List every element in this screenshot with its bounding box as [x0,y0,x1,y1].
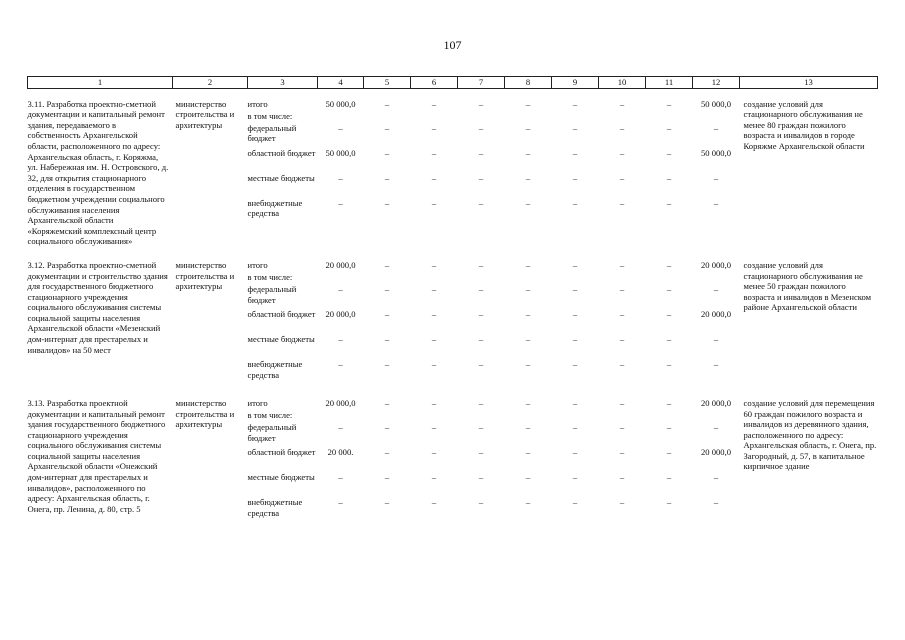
empty-value: – [666,259,672,270]
empty-value: – [384,496,390,507]
empty-value: – [572,172,578,183]
funding-values [599,260,646,384]
col-header: 13 [740,77,878,89]
empty-value: – [338,283,343,294]
empty-value: – [666,122,672,133]
amount: 50 000,0 [700,147,732,158]
empty-value: – [431,358,437,369]
empty-value: – [713,496,719,507]
funding-labels [248,398,318,522]
funding-values [505,260,552,384]
empty-value: – [666,147,672,158]
empty-value: – [619,197,625,208]
empty-value: – [572,98,578,109]
empty-value: – [338,496,343,507]
empty-value: – [384,98,390,109]
col-header: 8 [505,77,552,89]
amount: 50 000,0 [700,98,732,109]
col-header: 9 [552,77,599,89]
funding-values [646,260,693,384]
empty-value: – [431,446,437,457]
empty-value: – [572,197,578,208]
col-header: 10 [599,77,646,89]
empty-value: – [431,471,437,482]
empty-value: – [384,333,390,344]
funding-label: федеральный бюджет [247,421,297,443]
measure-name: 3.11. Разработка проектно-сметной документации и капитальный ремонт здания, передаваемого в собственность Архангельской области, расположенного по адресу: Архангельская область, г. Коряжма, ул. Набережная им. Н. Островского, д. 32, для открытия стационарного отделения в государственном бюджетном учреждении социального обслуживания населения Архангельской области «Коряжемский комплексный центр социального обслуживания» [27,98,169,247]
empty-value: – [525,259,531,270]
funding-label: итого [247,98,268,109]
empty-value: – [384,283,390,294]
funding-label: внебюджетные средства [247,496,303,518]
funding-values [411,260,458,384]
empty-value: – [666,333,672,344]
funding-label: областной бюджет [247,147,316,158]
spacer [646,410,693,422]
funding-values [505,398,552,522]
empty-value: – [525,98,531,109]
empty-value: – [478,333,484,344]
funding-values [364,99,411,247]
empty-value: – [666,471,672,482]
table-row [28,260,878,384]
empty-value: – [431,308,437,319]
col-header: 12 [693,77,740,89]
empty-value: – [666,172,672,183]
amount: 20 000,0 [700,397,732,408]
empty-value: – [384,358,390,369]
funding-values [599,398,646,522]
funding-label: областной бюджет [247,446,316,457]
funding-label: местные бюджеты [247,172,315,183]
empty-value: – [478,172,484,183]
empty-value: – [338,421,343,432]
empty-value: – [478,308,484,319]
empty-value: – [431,496,437,507]
amount: 20 000,0 [325,308,356,319]
empty-value: – [478,358,484,369]
empty-value: – [666,397,672,408]
empty-value: – [431,397,437,408]
empty-value: – [666,446,672,457]
empty-value: – [619,308,625,319]
spacer [458,111,505,123]
empty-value: – [713,283,719,294]
empty-value: – [572,421,578,432]
empty-value: – [666,98,672,109]
program-table [27,76,878,522]
spacer [505,272,552,284]
col-header: 5 [364,77,411,89]
empty-value: – [384,122,390,133]
empty-value: – [666,496,672,507]
spacer [693,272,740,284]
empty-value: – [572,283,578,294]
funding-values [458,260,505,384]
spacer [646,272,693,284]
funding-values [364,398,411,522]
empty-value: – [619,98,625,109]
spacer [364,272,411,284]
empty-value: – [478,421,484,432]
empty-value: – [619,333,625,344]
empty-value: – [572,397,578,408]
spacer [411,111,458,123]
spacer [364,410,411,422]
empty-value: – [478,397,484,408]
empty-value: – [572,358,578,369]
empty-value: – [525,421,531,432]
spacer [599,410,646,422]
funding-label: в том числе: [247,271,293,282]
empty-value: – [525,172,531,183]
spacer [458,272,505,284]
spacer [458,410,505,422]
empty-value: – [338,172,343,183]
empty-value: – [338,197,343,208]
expected-result: создание условий для стационарного обслуживания не менее 80 граждан пожилого возраста и инвалидов в городе Коряжме Архангельской области [743,98,865,151]
empty-value: – [572,446,578,457]
spacer [599,111,646,123]
empty-value: – [619,259,625,270]
funding-values [411,398,458,522]
funding-label: федеральный бюджет [247,122,297,144]
empty-value: – [572,122,578,133]
empty-value: – [384,308,390,319]
funding-label: внебюджетные средства [247,358,303,380]
empty-value: – [525,397,531,408]
funding-label: областной бюджет [247,308,316,319]
funding-values [693,260,740,384]
funding-values [458,398,505,522]
empty-value: – [525,147,531,158]
spacer [646,111,693,123]
empty-value: – [384,147,390,158]
expected-result: создание условий для стационарного обслуживания не менее 50 граждан пожилого возраста и инвалидов в Мезенском районе Архангельской области [743,259,872,313]
measure-name: 3.12. Разработка проектно-сметной документации и строительство здания для государственного бюджетного стационарного учреждения социального обслуживания системы социальной защиты населения Архангельской области «Мезенский дом-интернат для престарелых и инвалидов» на 50 мест [27,259,168,355]
funding-label: в том числе: [247,409,293,420]
funding-values [505,99,552,247]
spacer [411,410,458,422]
empty-value: – [431,197,437,208]
empty-value: – [478,197,484,208]
executor: министерство строительства и архитектуры [175,397,235,430]
funding-label: федеральный бюджет [247,283,297,305]
spacer [599,272,646,284]
funding-label: местные бюджеты [247,471,315,482]
empty-value: – [619,283,625,294]
empty-value: – [478,98,484,109]
funding-values [318,99,364,247]
empty-value: – [384,172,390,183]
col-header: 7 [458,77,505,89]
empty-value: – [431,172,437,183]
empty-value: – [431,333,437,344]
row-spacer [28,247,878,260]
spacer [318,272,364,284]
spacer [552,410,599,422]
amount: 20 000,0 [325,259,356,270]
row-spacer [28,384,878,398]
empty-value: – [525,496,531,507]
amount: 50 000,0 [325,98,356,109]
empty-value: – [619,147,625,158]
column-number-row [28,77,878,89]
funding-values [364,260,411,384]
empty-value: – [666,197,672,208]
funding-values [646,99,693,247]
empty-value: – [572,471,578,482]
empty-value: – [338,122,343,133]
empty-value: – [525,471,531,482]
empty-value: – [478,446,484,457]
funding-values [552,99,599,247]
spacer [505,410,552,422]
amount: 20 000,0 [700,308,732,319]
empty-value: – [431,122,437,133]
empty-value: – [384,421,390,432]
empty-value: – [478,471,484,482]
empty-value: – [713,333,719,344]
empty-value: – [338,333,343,344]
empty-value: – [572,496,578,507]
empty-value: – [525,446,531,457]
empty-value: – [572,333,578,344]
empty-value: – [619,496,625,507]
empty-value: – [619,172,625,183]
empty-value: – [338,471,343,482]
amount: 20 000,0 [700,259,732,270]
empty-value: – [572,308,578,319]
spacer [318,410,364,422]
table-row [28,99,878,247]
empty-value: – [619,446,625,457]
spacer [411,272,458,284]
empty-value: – [666,358,672,369]
empty-value: – [478,147,484,158]
page-number: 107 [443,38,462,52]
empty-value: – [572,147,578,158]
funding-labels [248,99,318,247]
funding-labels [248,260,318,384]
funding-values [693,99,740,247]
empty-value: – [384,446,390,457]
empty-value: – [478,283,484,294]
col-header: 3 [248,77,318,89]
empty-value: – [713,471,719,482]
amount: 50 000,0 [325,147,356,158]
spacer [552,111,599,123]
amount: 20 000,0 [325,397,356,408]
amount: 20 000. [327,446,354,457]
empty-value: – [478,259,484,270]
measure-name: 3.13. Разработка проектной документации и капитальный ремонт здания государственного бюджетного стационарного учреждения социального обслуживания системы социальной защиты населения Архангельской области «Онежский дом-интернат для престарелых и инвалидов», расположенного по адресу: Архангельская область, г. Онега, пр. Ленина, д. 80, стр. 5 [27,397,166,514]
funding-values [552,398,599,522]
empty-value: – [431,259,437,270]
empty-value: – [431,283,437,294]
spacer [693,111,740,123]
col-header: 11 [646,77,693,89]
executor: министерство строительства и архитектуры [175,98,235,130]
empty-value: – [713,172,719,183]
empty-value: – [431,147,437,158]
empty-value: – [619,397,625,408]
empty-value: – [619,471,625,482]
empty-value: – [525,197,531,208]
empty-value: – [431,98,437,109]
empty-value: – [525,283,531,294]
amount: 20 000,0 [700,446,732,457]
funding-values [693,398,740,522]
funding-values [458,99,505,247]
funding-values [552,260,599,384]
funding-values [599,99,646,247]
empty-value: – [619,421,625,432]
spacer [552,272,599,284]
funding-label: внебюджетные средства [247,197,303,219]
col-header: 4 [318,77,364,89]
col-header: 2 [173,77,248,89]
funding-label: итого [247,397,268,408]
funding-label: итого [247,259,268,270]
empty-value: – [384,197,390,208]
empty-value: – [478,496,484,507]
empty-value: – [666,283,672,294]
funding-values [411,99,458,247]
empty-value: – [525,333,531,344]
empty-value: – [666,308,672,319]
spacer [693,410,740,422]
empty-value: – [525,122,531,133]
empty-value: – [713,421,719,432]
empty-value: – [666,421,672,432]
funding-label: в том числе: [247,110,293,121]
empty-value: – [713,358,719,369]
empty-value: – [384,259,390,270]
funding-label: местные бюджеты [247,333,315,344]
row-spacer [28,88,878,99]
table-row [28,398,878,522]
empty-value: – [525,358,531,369]
funding-values [318,398,364,522]
empty-value: – [525,308,531,319]
spacer [364,111,411,123]
empty-value: – [478,122,484,133]
executor: министерство строительства и архитектуры [175,259,235,292]
funding-values [318,260,364,384]
empty-value: – [713,197,719,208]
empty-value: – [384,471,390,482]
empty-value: – [384,397,390,408]
funding-values [646,398,693,522]
spacer [505,111,552,123]
expected-result: создание условий для перемещения 60 граждан пожилого возраста и инвалидов из деревянного здания, расположенного по адресу: Архангельская область, г. Онега, пр. Загородный, д. 57, в капитальное кирпичное здание [743,397,877,472]
empty-value: – [713,122,719,133]
col-header: 6 [411,77,458,89]
empty-value: – [619,358,625,369]
empty-value: – [338,358,343,369]
col-header: 1 [28,77,173,89]
empty-value: – [572,259,578,270]
empty-value: – [619,122,625,133]
spacer [318,111,364,123]
empty-value: – [431,421,437,432]
